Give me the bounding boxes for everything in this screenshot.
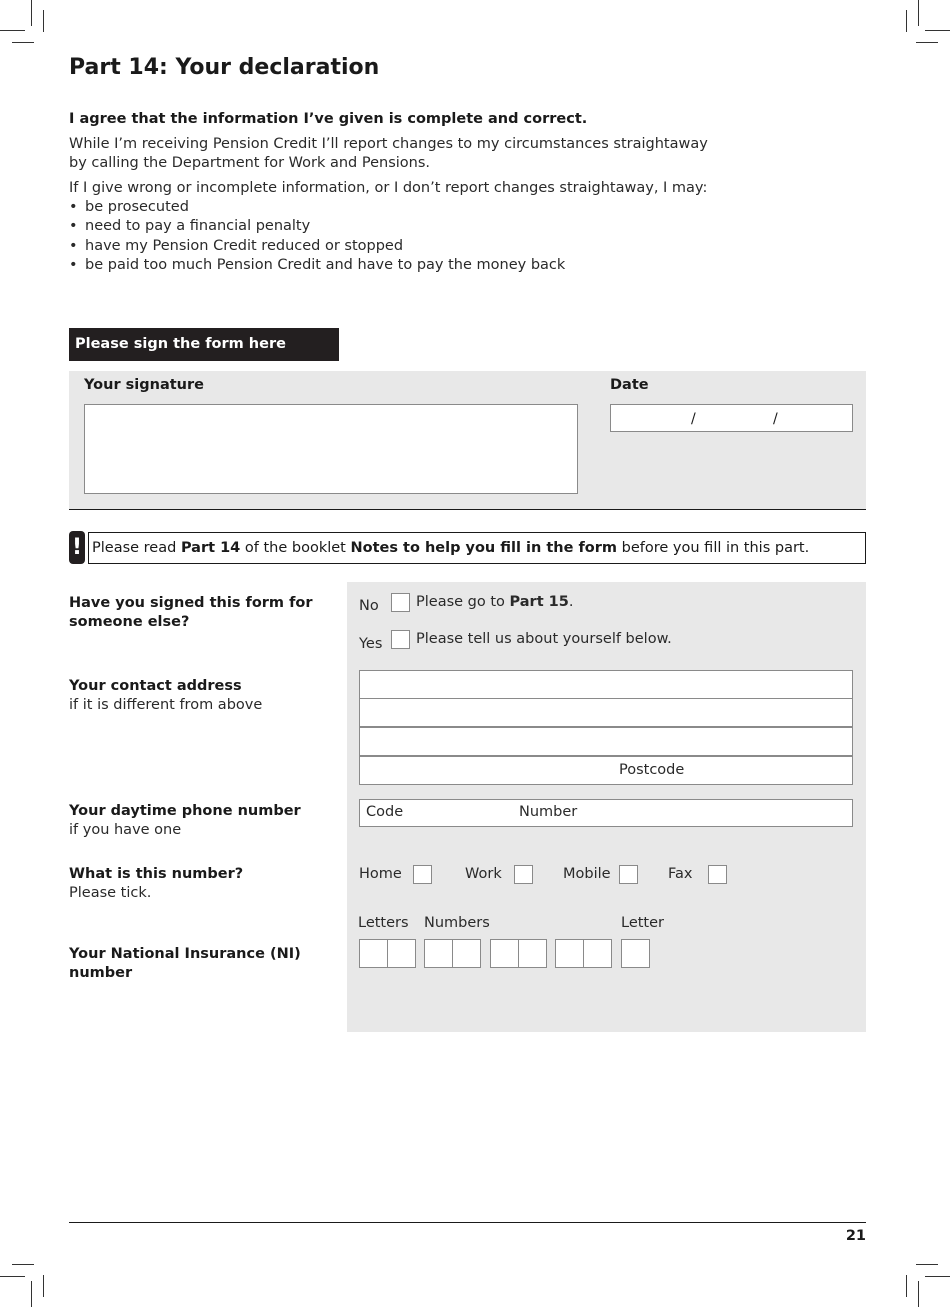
crop-mark (31, 0, 32, 26)
no-checkbox[interactable] (391, 593, 410, 612)
list-item: • be paid too much Pension Credit and have to pay the money back (69, 256, 565, 275)
crop-mark (916, 42, 938, 43)
address-line-1-field[interactable] (359, 670, 853, 699)
answer-panel (347, 582, 866, 1032)
crop-mark (906, 1275, 907, 1297)
ni-cell[interactable] (583, 939, 612, 968)
sign-form-banner: Please sign the form here (69, 328, 339, 361)
notice-text: Please read (92, 540, 181, 556)
postcode-field[interactable] (359, 756, 853, 785)
list-item: • have my Pension Credit reduced or stopped (69, 237, 565, 256)
work-checkbox[interactable] (514, 865, 533, 884)
question-text: Your contact address (69, 678, 242, 694)
signature-panel (69, 371, 866, 510)
read-booklet-notice (88, 532, 866, 564)
signed-for-other-question (69, 594, 313, 632)
question-text: What is this number? (69, 866, 244, 882)
ni-cell[interactable] (387, 939, 416, 968)
crop-mark (31, 1281, 32, 1307)
notice-text: of the booklet (240, 540, 351, 556)
ni-cell[interactable] (490, 939, 519, 968)
ni-cell[interactable] (359, 939, 388, 968)
consequences-list (69, 198, 565, 275)
wrong-info-statement: If I give wrong or incomplete information, or I don’t report changes straightaway, I may: (69, 180, 708, 196)
phone-question (69, 802, 301, 840)
ni-letters-label: Letters (358, 915, 409, 931)
yes-checkbox[interactable] (391, 630, 410, 649)
home-checkbox[interactable] (413, 865, 432, 884)
ni-cell[interactable] (452, 939, 481, 968)
date-separator: / (773, 411, 778, 427)
home-label: Home (359, 866, 402, 882)
code-label: Code (366, 804, 404, 820)
agreement-statement: I agree that the information I’ve given is complete and correct. (69, 111, 588, 127)
crop-mark (12, 1264, 34, 1265)
signature-field[interactable] (84, 404, 578, 494)
instruction-part-ref: Part 15 (509, 594, 569, 610)
ni-number-question (69, 945, 301, 983)
report-changes-line-1: While I’m receiving Pension Credit I’ll report changes to my circumstances straightaway (69, 136, 708, 152)
instruction-text: . (568, 594, 574, 610)
crop-mark (0, 30, 25, 31)
notice-text: before you fill in this part. (617, 540, 810, 556)
crop-mark (43, 10, 44, 32)
question-text: Have you signed this form for (69, 595, 313, 611)
page-number: 21 (845, 1228, 866, 1244)
crop-mark (925, 1276, 950, 1277)
fax-checkbox[interactable] (708, 865, 727, 884)
postcode-label: Postcode (619, 762, 685, 778)
question-subtext: if you have one (69, 822, 182, 838)
ni-letter-label: Letter (621, 915, 664, 931)
list-item: • be prosecuted (69, 198, 565, 217)
instruction-text: Please go to (416, 594, 510, 610)
exclamation-icon: ! (69, 531, 85, 564)
date-separator: / (691, 411, 696, 427)
work-label: Work (465, 866, 502, 882)
question-subtext: if it is different from above (69, 697, 263, 713)
no-label: No (359, 598, 379, 614)
no-instruction (416, 594, 573, 610)
signature-label: Your signature (84, 377, 204, 393)
ni-cell[interactable] (518, 939, 547, 968)
address-line-2-field[interactable] (359, 698, 853, 727)
page-title: Part 14: Your declaration (69, 55, 380, 80)
notice-booklet-ref: Notes to help you fill in the form (350, 540, 618, 556)
notice-part-ref: Part 14 (180, 540, 241, 556)
crop-mark (916, 1264, 938, 1265)
number-label: Number (519, 804, 578, 820)
report-changes-line-2: by calling the Department for Work and Pensions. (69, 155, 431, 171)
crop-mark (43, 1275, 44, 1297)
footer-divider (69, 1222, 866, 1223)
date-label: Date (610, 377, 649, 393)
ni-numbers-label: Numbers (424, 915, 490, 931)
question-text: Your National Insurance (NI) (69, 946, 301, 962)
mobile-checkbox[interactable] (619, 865, 638, 884)
question-text: Your daytime phone number (69, 803, 301, 819)
crop-mark (918, 1281, 919, 1307)
crop-mark (0, 1276, 25, 1277)
yes-instruction: Please tell us about yourself below. (416, 631, 672, 647)
ni-cell[interactable] (621, 939, 650, 968)
contact-address-question (69, 677, 262, 715)
list-item: • need to pay a financial penalty (69, 217, 565, 236)
phone-field[interactable] (359, 799, 853, 827)
crop-mark (12, 42, 34, 43)
fax-label: Fax (668, 866, 693, 882)
crop-mark (906, 10, 907, 32)
crop-mark (925, 30, 950, 31)
ni-cell[interactable] (424, 939, 453, 968)
address-line-3-field[interactable] (359, 727, 853, 756)
question-text: someone else? (69, 614, 190, 630)
yes-label: Yes (359, 636, 383, 652)
number-type-question (69, 865, 243, 903)
question-subtext: Please tick. (69, 885, 152, 901)
crop-mark (918, 0, 919, 26)
ni-cell[interactable] (555, 939, 584, 968)
date-field[interactable] (610, 404, 853, 432)
mobile-label: Mobile (563, 866, 611, 882)
question-text: number (69, 965, 133, 981)
